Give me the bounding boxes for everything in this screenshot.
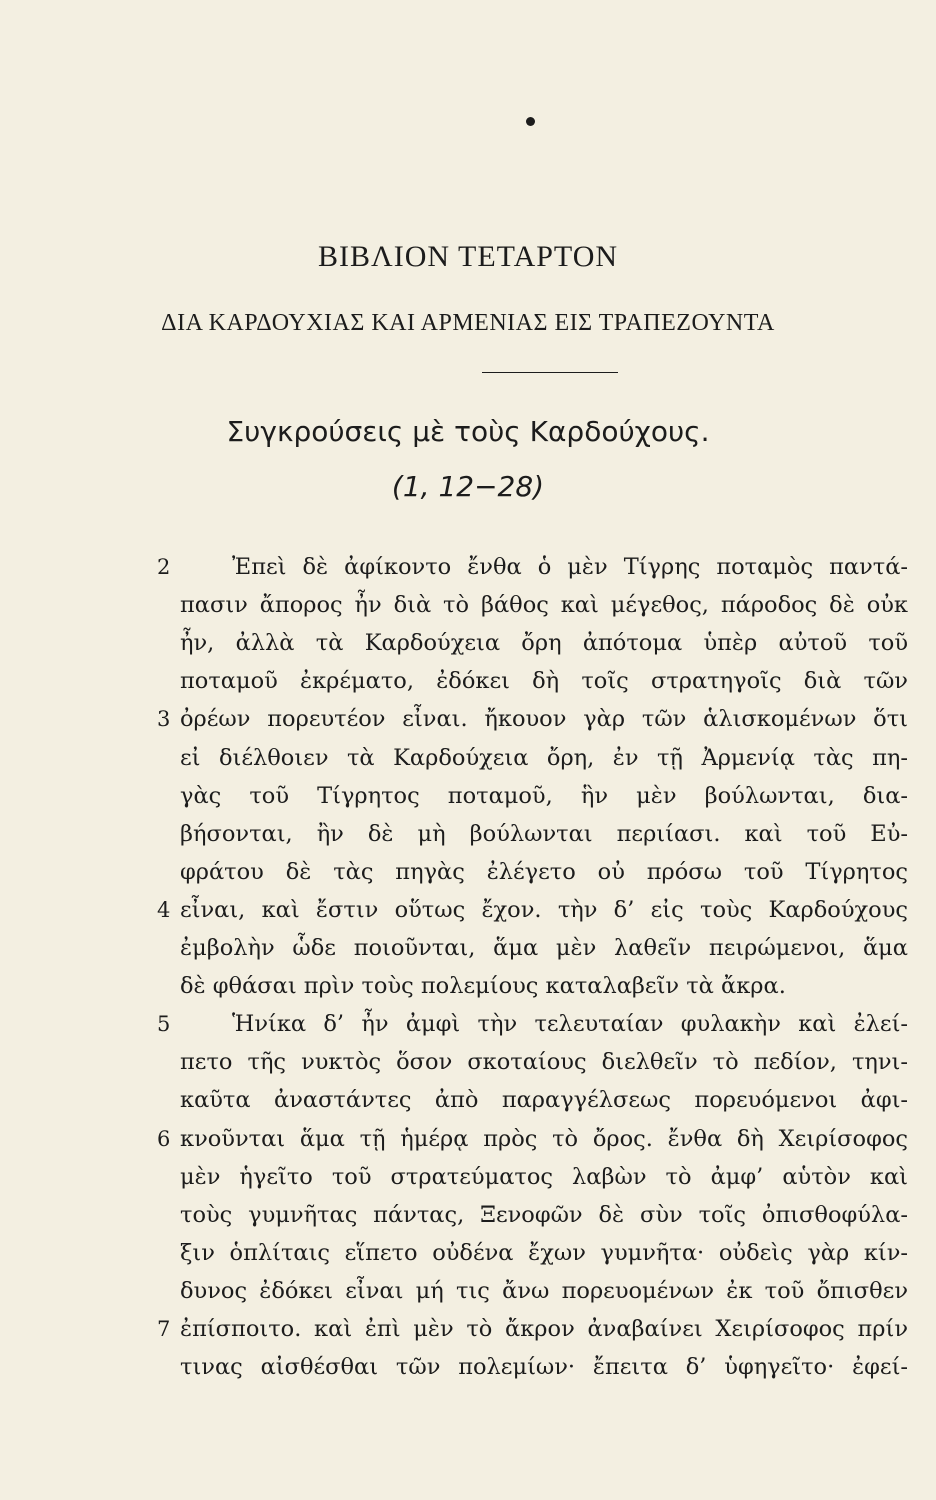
text-line: βήσονται, ἢν δὲ μὴ βούλωνται περιίασι. καὶ τοῦ Εὐ- [180, 821, 908, 847]
section-number: 4 [157, 898, 171, 922]
text-line: εἶναι, καὶ ἔστιν οὕτως ἔχον. τὴν δ’ εἰς τοὺς Καρδούχους [180, 897, 908, 923]
text-line: πασιν ἄπορος ἦν διὰ τὸ βάθος καὶ μέγεθος, πάροδος δὲ οὐκ [180, 592, 908, 618]
text-line: τοὺς γυμνῆτας πάντας, Ξενοφῶν δὲ σὺν τοῖς ὀπισθοφύλα- [180, 1202, 908, 1228]
section-number: 2 [157, 555, 171, 579]
text-line: ἐμβολὴν ὧδε ποιοῦνται, ἅμα μὲν λαθεῖν πειρώμενοι, ἅμα [180, 935, 908, 961]
text-line: ἐπίσποιτο. καὶ ἐπὶ μὲν τὸ ἄκρον ἀναβαίνει Χειρίσοφος πρίν [180, 1316, 908, 1342]
text-line: ποταμοῦ ἐκρέματο, ἐδόκει δὴ τοῖς στρατηγοῖς διὰ τῶν [180, 668, 908, 694]
text-line: γὰς τοῦ Τίγρητος ποταμοῦ, ἣν μὲν βούλωνται, δια- [180, 783, 908, 809]
section-number: 3 [157, 707, 171, 731]
book-heading: ΒΙΒΛΙΟΝ ΤΕΤΑΡΤΟΝ [317, 240, 619, 273]
section-title: Συγκρούσεις μὲ τοὺς Καρδούχους. [226, 415, 710, 448]
divider-rule [482, 372, 618, 373]
ornament-dot [526, 117, 535, 126]
text-line: κνοῦνται ἅμα τῇ ἡμέρᾳ πρὸς τὸ ὄρος. ἔνθα δὴ Χειρίσοφος [180, 1126, 908, 1152]
section-number: 6 [157, 1127, 171, 1151]
text-line: μὲν ἡγεῖτο τοῦ στρατεύματος λαβὼν τὸ ἀμφ’ αὑτὸν καὶ [180, 1164, 908, 1190]
book-subtitle: ΔΙΑ ΚΑΡΔΟΥΧΙΑΣ ΚΑΙ ΑΡΜΕΝΙΑΣ ΕΙΣ ΤΡΑΠΕΖΟΥΝΤΑ [161, 310, 775, 336]
text-line: δυνος ἐδόκει εἶναι μή τις ἄνω πορευομένων ἐκ τοῦ ὄπισθεν [180, 1278, 908, 1304]
section-reference: (1, 12−28) [391, 470, 545, 503]
text-line: εἰ διέλθοιεν τὰ Καρδούχεια ὄρη, ἐν τῇ Ἀρμενίᾳ τὰς πη- [180, 745, 908, 771]
text-line: πετο τῆς νυκτὸς ὅσον σκοταίους διελθεῖν τὸ πεδίον, τηνι- [180, 1049, 908, 1075]
text-line: φράτου δὲ τὰς πηγὰς ἐλέγετο οὐ πρόσω τοῦ Τίγρητος [180, 859, 908, 885]
text-line: δὲ φθάσαι πρὶν τοὺς πολεμίους καταλαβεῖν τὰ ἄκρα. [180, 973, 786, 999]
text-line: τινας αἰσθέσθαι τῶν πολεμίων· ἔπειτα δ’ ὑφηγεῖτο· ἐφεί- [180, 1354, 908, 1380]
text-line: ἦν, ἀλλὰ τὰ Καρδούχεια ὄρη ἀπότομα ὑπὲρ αὐτοῦ τοῦ [180, 630, 908, 656]
text-line: Ἐπεὶ δὲ ἀφίκοντο ἔνθα ὁ μὲν Τίγρης ποταμὸς παντά- [232, 554, 908, 580]
text-line: καῦτα ἀναστάντες ἀπὸ παραγγέλσεως πορευόμενοι ἀφι- [180, 1087, 908, 1113]
text-line: ξιν ὁπλίταις εἵπετο οὐδένα ἔχων γυμνῆτα· οὐδεὶς γὰρ κίν- [180, 1240, 908, 1266]
text-line: Ἡνίκα δ’ ἦν ἀμφὶ τὴν τελευταίαν φυλακὴν καὶ ἐλεί- [232, 1011, 908, 1037]
section-number: 7 [157, 1317, 171, 1341]
section-number: 5 [157, 1012, 171, 1036]
text-line: ὀρέων πορευτέον εἶναι. ἤκουον γὰρ τῶν ἁλισκομένων ὅτι [180, 706, 908, 732]
